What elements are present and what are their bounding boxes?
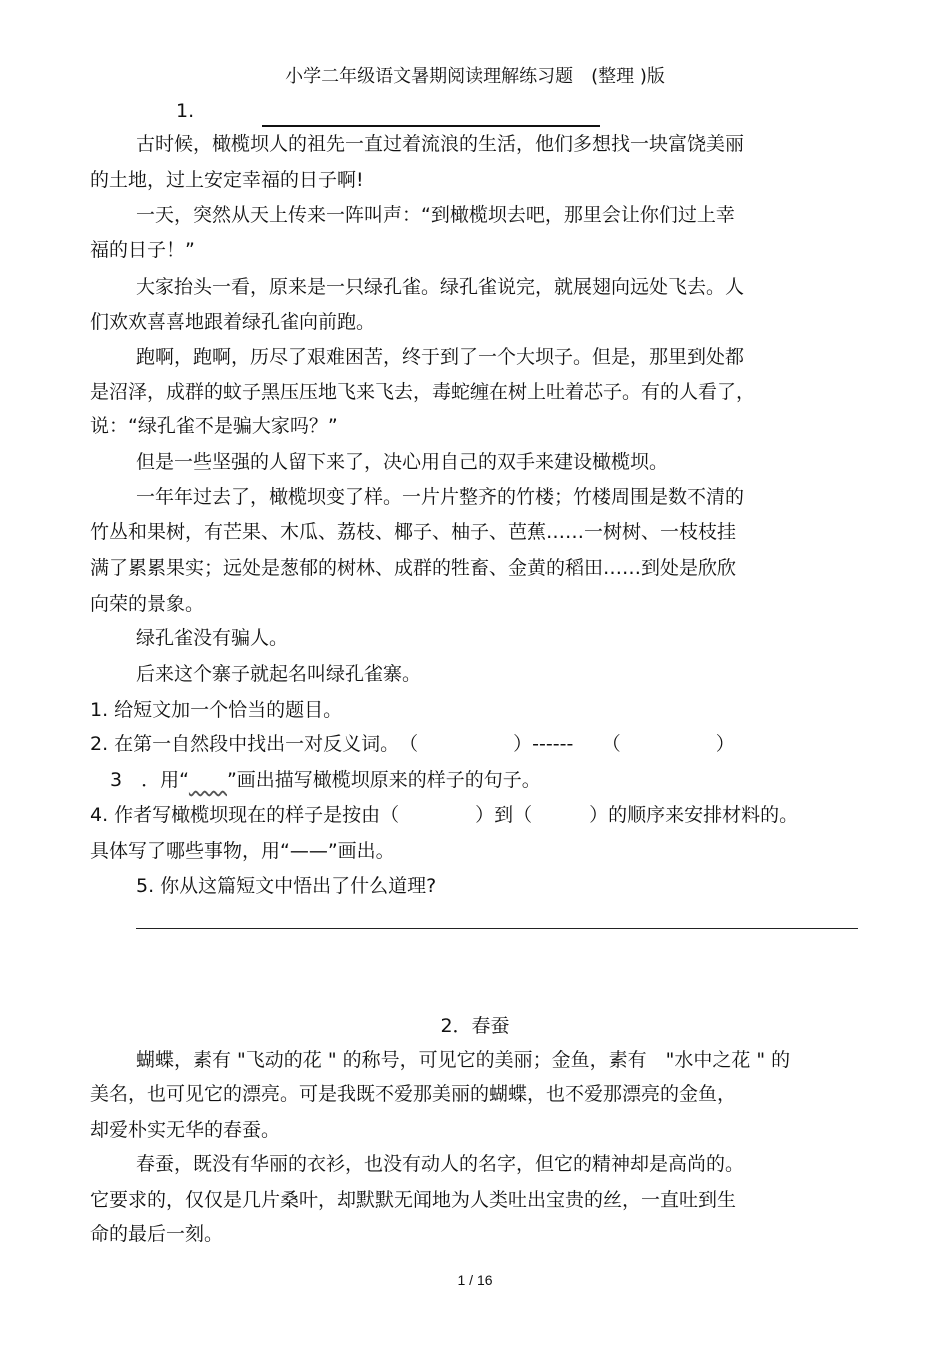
passage-number: 1. <box>176 100 195 122</box>
paragraph-line: 春蚕，既没有华丽的衣衫，也没有动人的名字，但它的精神却是高尚的。 <box>136 1153 745 1175</box>
page-title: 小学二年级语文暑期阅读理解练习题 (整理 )版 <box>285 66 665 87</box>
question-3 <box>110 768 541 792</box>
paragraph-line: 绿孔雀没有骗人。 <box>136 627 289 649</box>
question-3-suffix: ”画出描写橄榄坝原来的样子的句子。 <box>226 769 541 791</box>
paragraph-line: 说：“绿孔雀不是骗大家吗？” <box>90 415 338 437</box>
page-number: 1 / 16 <box>457 1272 493 1288</box>
paragraph-line: 但是一些坚强的人留下来了，决心用自己的双手来建设橄榄坝。 <box>136 451 669 473</box>
paragraph-line: 后来这个寨子就起名叫绿孔雀寨。 <box>136 663 422 685</box>
answer-line <box>136 928 858 929</box>
paragraph-line: 却爱朴实无华的春蚕。 <box>90 1119 281 1141</box>
section-heading: 2．春蚕 <box>440 1015 510 1037</box>
paragraph-line: 跑啊，跑啊，历尽了艰难困苦，终于到了一个大坝子。但是，那里到处都 <box>136 346 745 368</box>
wavy-line-sample <box>189 769 227 791</box>
paragraph-line: 竹丛和果树，有芒果、木瓜、荔枝、椰子、柚子、芭蕉……一树树、一枝枝挂 <box>90 521 737 543</box>
question-1: 1. 给短文加一个恰当的题目。 <box>90 699 343 721</box>
paragraph-line: 命的最后一刻。 <box>90 1223 224 1245</box>
question-2: 2. 在第一自然段中找出一对反义词。 （ ）------ （ ） <box>90 733 735 755</box>
paragraph-line: 一年年过去了，橄榄坝变了样。一片片整齐的竹楼；竹楼周围是数不清的 <box>136 486 745 508</box>
paragraph-line: 它要求的，仅仅是几片桑叶，却默默无闻地为人类吐出宝贵的丝，一直吐到生 <box>90 1189 737 1211</box>
paragraph-line: 美名，也可见它的漂亮。可是我既不爱那美丽的蝴蝶，也不爱那漂亮的金鱼， <box>90 1083 737 1105</box>
question-5: 5. 你从这篇短文中悟出了什么道理? <box>136 875 437 897</box>
title-blank-line <box>262 125 600 127</box>
paragraph-line: 蝴蝶，素有 "飞动的花 " 的称号，可见它的美丽；金鱼，素有 "水中之花 " 的 <box>136 1049 791 1071</box>
question-3-prefix: 3 ．用“ <box>110 769 189 791</box>
question-4: 4. 作者写橄榄坝现在的样子是按由（ ）到（ ）的顺序来安排材料的。 <box>90 804 799 826</box>
paragraph-line: 向荣的景象。 <box>90 593 205 615</box>
paragraph-line: 福的日子！” <box>90 239 195 261</box>
question-4-continued: 具体写了哪些事物，用“——”画出。 <box>90 840 395 862</box>
paragraph-line: 古时候，橄榄坝人的祖先一直过着流浪的生活，他们多想找一块富饶美丽 <box>136 133 745 155</box>
paragraph-line: 一天，突然从天上传来一阵叫声：“到橄榄坝去吧，那里会让你们过上幸 <box>136 204 735 226</box>
paragraph-line: 们欢欢喜喜地跟着绿孔雀向前跑。 <box>90 311 376 333</box>
paragraph-line: 满了累累果实；远处是葱郁的树林、成群的牲畜、金黄的稻田……到处是欣欣 <box>90 557 737 579</box>
paragraph-line: 的土地，过上安定幸福的日子啊! <box>90 169 364 191</box>
paragraph-line: 大家抬头一看，原来是一只绿孔雀。绿孔雀说完，就展翅向远处飞去。人 <box>136 276 745 298</box>
paragraph-line: 是沼泽，成群的蚊子黑压压地飞来飞去，毒蛇缠在树上吐着芯子。有的人看了， <box>90 381 756 403</box>
